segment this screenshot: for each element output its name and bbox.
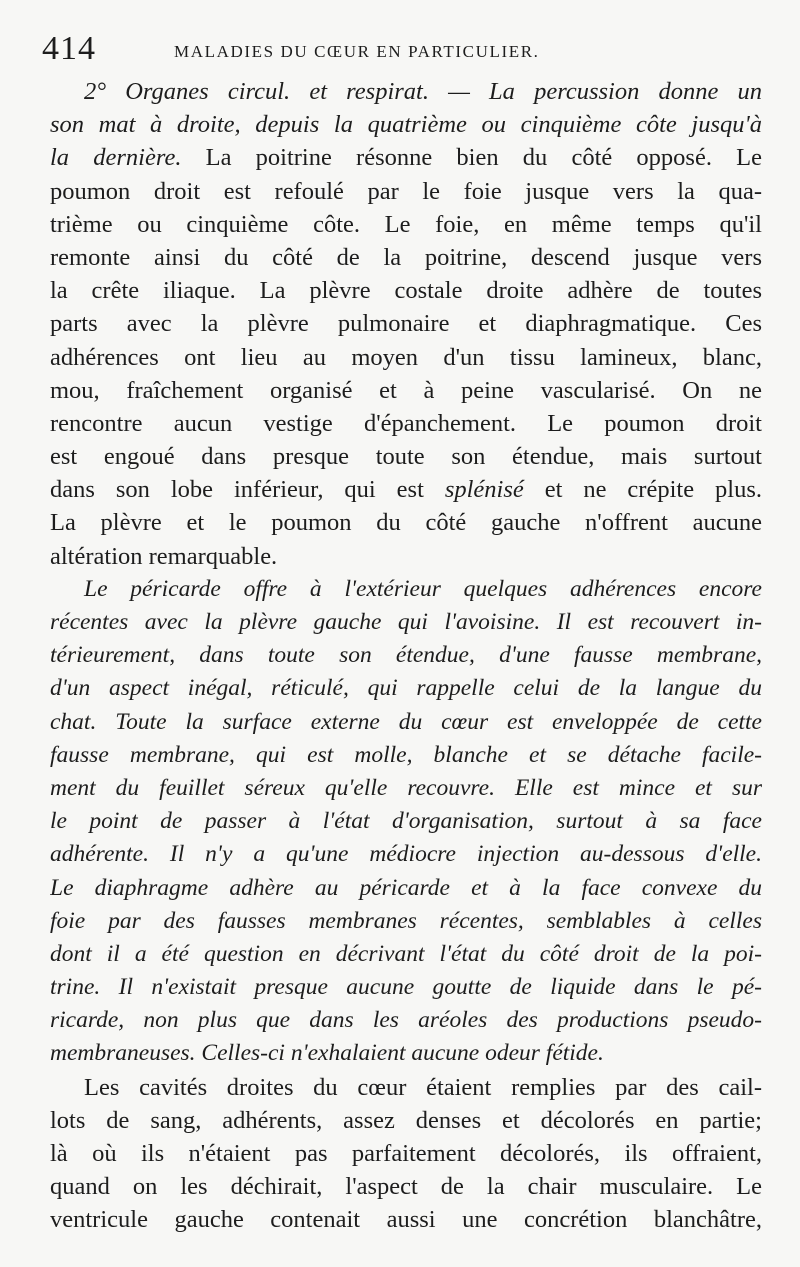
paragraph-1 (50, 75, 762, 573)
text-line: ricarde, non plus que dans les aréoles des productions pseudo- (50, 1007, 762, 1034)
text-line: dont il a été question en décrivant l'état du côté droit de la poi- (50, 940, 762, 967)
text-line: Les cavités droites du cœur étaient remplies par des cail- (84, 1073, 762, 1101)
text-line: ment du feuillet séreux qu'elle recouvre. Elle est mince et sur (50, 774, 762, 801)
paragraph-2 (50, 573, 762, 1071)
text-line: mou, fraîchement organisé et à peine vascularisé. On ne (50, 376, 762, 404)
text-line: le point de passer à l'état d'organisation, surtout à sa face (50, 808, 762, 835)
running-title: MALADIES DU CŒUR EN PARTICULIER. (174, 42, 540, 61)
text-line: lots de sang, adhérents, assez denses et décolorés en partie; (50, 1106, 762, 1134)
text-line: poumon droit est refoulé par le foie jusque vers la qua- (50, 177, 762, 205)
text-line: adhérente. Il n'y a qu'une médiocre injection au-dessous d'elle. (50, 841, 762, 868)
text-line: adhérences ont lieu au moyen d'un tissu lamineux, blanc, (50, 343, 762, 371)
text-line: rencontre aucun vestige d'épanchement. Le poumon droit (50, 409, 762, 437)
body-text (50, 75, 762, 1237)
text-line: Le diaphragme adhère au péricarde et à la face convexe du (50, 874, 762, 901)
text-line: membraneuses. Celles-ci n'exhalaient aucune odeur fétide. (50, 1040, 604, 1067)
text-line: trine. Il n'existait presque aucune goutte de liquide dans le pé- (50, 974, 762, 1001)
text-line: trième ou cinquième côte. Le foie, en même temps qu'il (50, 210, 762, 238)
page-number: 414 (42, 30, 96, 67)
text-line: remonte ainsi du côté de la poitrine, descend jusque vers (50, 243, 762, 271)
text-line: fausse membrane, qui est molle, blanche et se détache facile- (50, 741, 762, 768)
text-line: altération remarquable. (50, 542, 278, 570)
page-header (42, 30, 762, 70)
text-line: Le péricarde offre à l'extérieur quelques adhérences encore (84, 575, 762, 602)
text-line: térieurement, dans toute son étendue, d'une fausse membrane, (50, 642, 762, 669)
text-line: la crête iliaque. La plèvre costale droite adhère de toutes (50, 277, 762, 305)
text-line: d'un aspect inégal, réticulé, qui rappelle celui de la langue du (50, 675, 762, 702)
text-line: 2° Organes circul. et respirat. — La percussion donne un (84, 78, 762, 105)
text-line: chat. Toute la surface externe du cœur est enveloppée de cette (50, 708, 762, 735)
text-line: récentes avec la plèvre gauche qui l'avoisine. Il est recouvert in- (50, 609, 762, 635)
text-line: est engoué dans presque toute son étendue, mais surtout (50, 443, 762, 471)
text-line: dans son lobe inférieur, qui est splénisé et ne crépite plus. (50, 476, 762, 504)
text-line: foie par des fausses membranes récentes, semblables à celles (50, 907, 762, 934)
text-line: parts avec la plèvre pulmonaire et diaphragmatique. Ces (50, 310, 762, 338)
text-line: ventricule gauche contenait aussi une concrétion blanchâtre, (50, 1206, 762, 1234)
text-line: son mat à droite, depuis la quatrième ou cinquième côte jusqu'à (50, 111, 762, 139)
text-line: là où ils n'étaient pas parfaitement décolorés, ils offraient, (50, 1140, 762, 1167)
text-line: la dernière. La poitrine résonne bien du côté opposé. Le (50, 144, 762, 172)
text-line: La plèvre et le poumon du côté gauche n'offrent aucune (50, 509, 762, 537)
text-line: quand on les déchirait, l'aspect de la chair musculaire. Le (50, 1173, 762, 1201)
paragraph-3 (50, 1071, 762, 1237)
